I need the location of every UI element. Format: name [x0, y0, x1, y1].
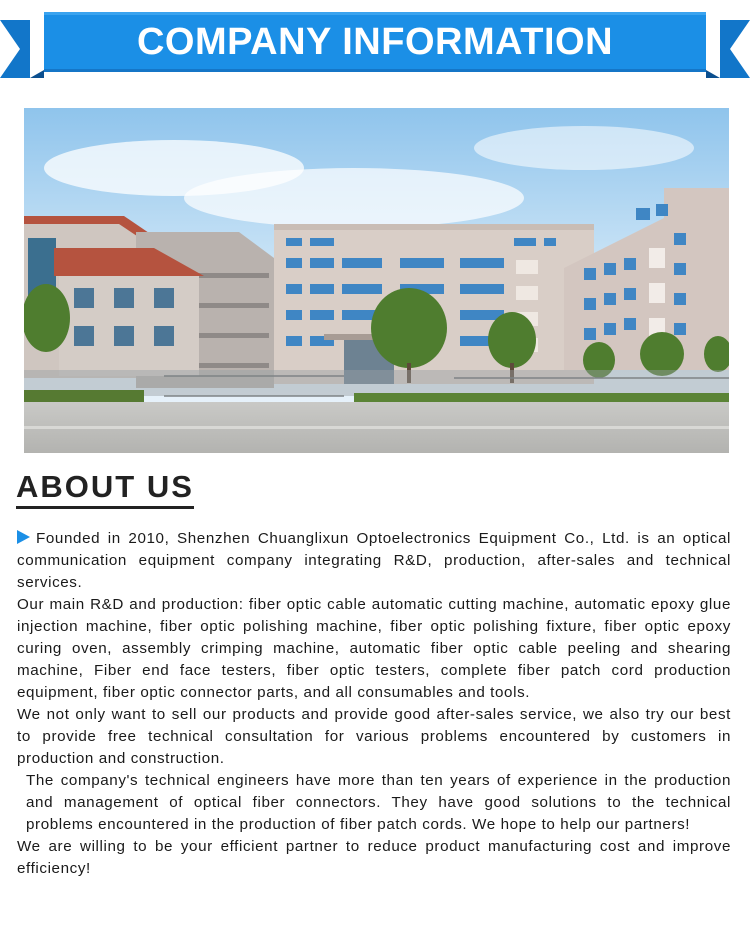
about-paragraph-1	[17, 528, 731, 594]
factory-illustration	[24, 108, 729, 453]
about-paragraph-4: The company's technical engineers have more than ten years of experience in the production and management of optical fiber connectors. They have good solutions to the technical problems encountered in the production of fiber patch cords. We hope to help our partners!	[26, 772, 731, 833]
about-paragraph-3: We not only want to sell our products and provide good after-sales service, we also try our best to provide free technical consultation for various problems encountered by customers in production and construction.	[17, 706, 731, 767]
about-paragraph-2: Our main R&D and production: fiber optic cable automatic cutting machine, automatic epoxy glue injection machine, fiber optic polishing machine, fiber optic polishing fixture, fiber optic epoxy curing oven, assembly crimping machine, automatic fiber optic cable peeling and shearing machine, Fiber end face testers, fiber optic testers, complete fiber patch cord production equipment, fiber optic connector parts, and all consumables and tools.	[17, 596, 731, 701]
about-paragraph-5: We are willing to be your efficient partner to reduce product manufacturing cost and improve efficiency!	[17, 838, 731, 877]
company-information-banner	[0, 0, 750, 84]
about-us-heading: ABOUT US	[16, 468, 194, 509]
factory-building-photo	[24, 108, 729, 453]
about-paragraph-1-text: Founded in 2010, Shenzhen Chuanglixun Optoelectronics Equipment Co., Ltd. is an optical communication equipment company integrating R&D, production, after-sales and technical services.	[17, 530, 731, 591]
banner-title: COMPANY INFORMATION	[136, 21, 614, 63]
about-us-body	[17, 528, 731, 880]
play-triangle-icon	[17, 530, 30, 544]
